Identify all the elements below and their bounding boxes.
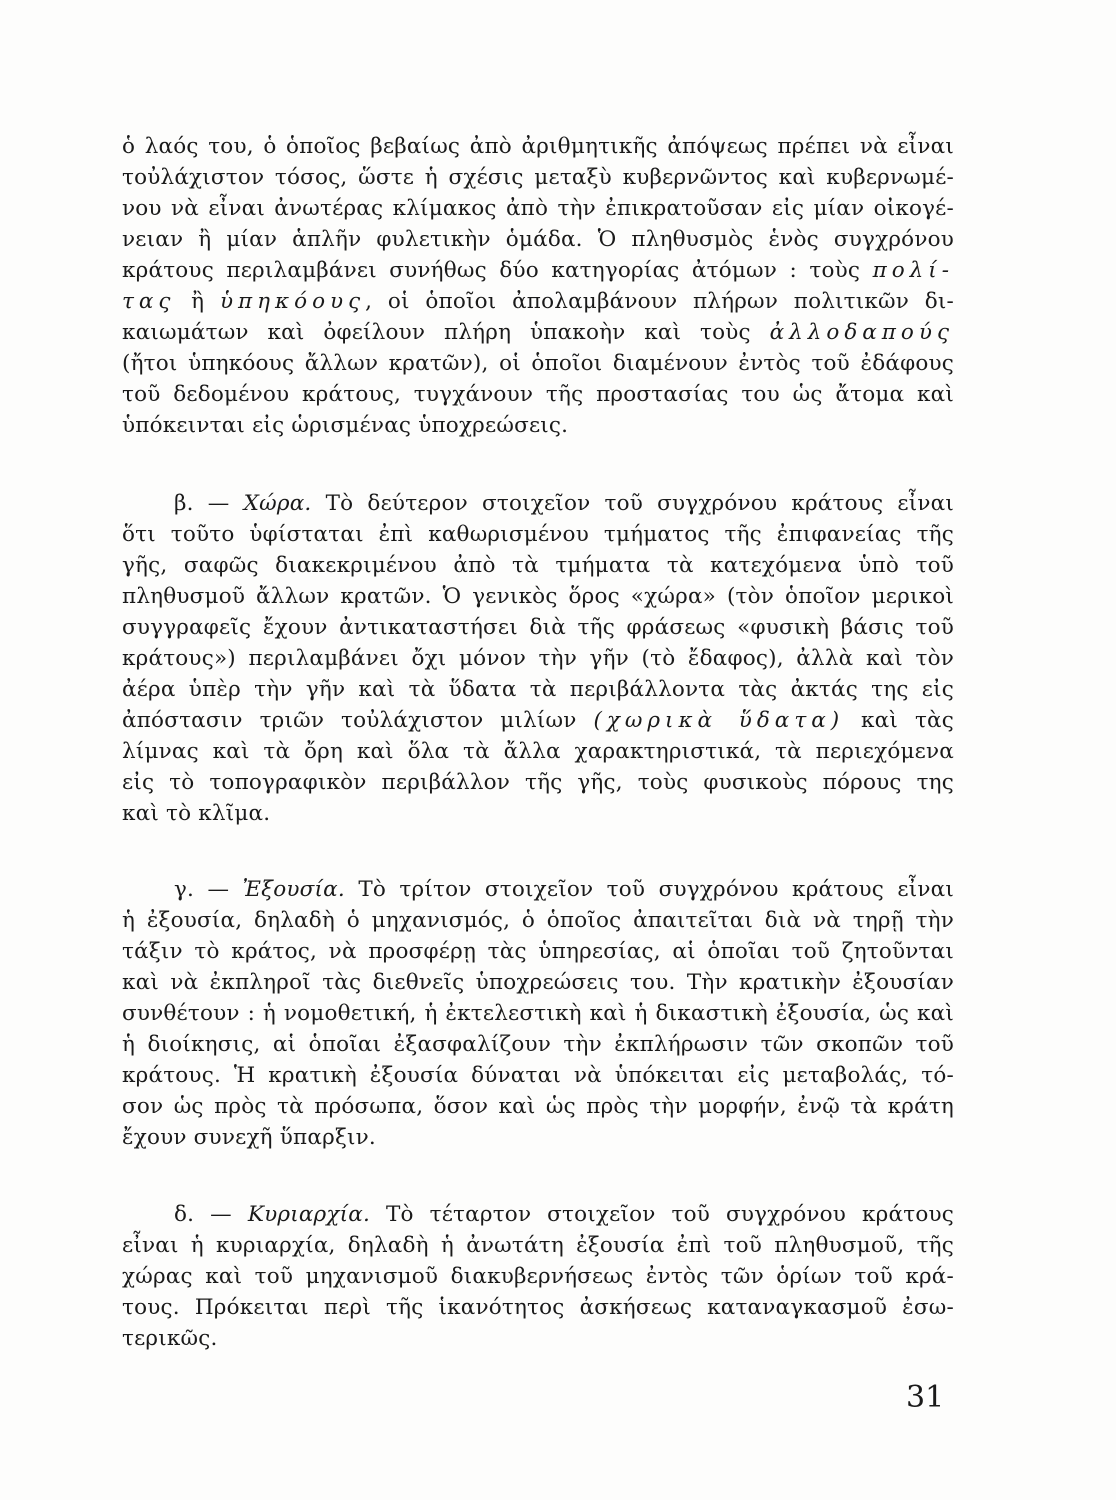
section-marker: β. — bbox=[174, 491, 230, 516]
text-line: γῆς, σαφῶς διακεκριμένου ἀπὸ τὰ τμήματα τὰ κατεχόμενα ὑπὸ τοῦ bbox=[122, 553, 954, 578]
text-line: κράτους. Ἡ κρατικὴ ἐξουσία δύναται νὰ ὑπόκειται εἰς μεταβολάς, τό- bbox=[122, 1063, 954, 1088]
text-line: νειαν ἢ μίαν ἁπλῆν φυλετικὴν ὁμάδα. Ὁ πληθυσμὸς ἑνὸς συγχρόνου bbox=[122, 227, 954, 252]
text-line: συνθέτουν : ἡ νομοθετική, ἡ ἐκτελεστικὴ καὶ ἡ δικαστικὴ ἐξουσία, ὡς καὶ bbox=[122, 1001, 954, 1026]
text-line: ἡ ἐξουσία, δηλαδὴ ὁ μηχανισμός, ὁ ὁποῖος ἀπαιτεῖται διὰ νὰ τηρῇ τὴν bbox=[122, 908, 954, 933]
paragraph-citizens bbox=[122, 131, 954, 441]
text-line bbox=[122, 286, 954, 317]
text-line: ἔχουν συνεχῆ ὕπαρξιν. bbox=[122, 1125, 376, 1150]
text-line: τοῦ δεδομένου κράτους, τυγχάνουν τῆς προστασίας του ὡς ἄτομα καὶ bbox=[122, 382, 954, 407]
text-line bbox=[122, 255, 954, 286]
text-line: ὁ λαός του, ὁ ὁποῖος βεβαίως ἀπὸ ἀριθμητικῆς ἀπόψεως πρέπει νὰ εἶναι bbox=[122, 134, 954, 159]
term-territorial-waters: (χωρικὰ ὕδατα) bbox=[593, 708, 845, 733]
text-span: καὶ τὰς bbox=[861, 708, 954, 733]
text-line: καὶ τὸ κλῖμα. bbox=[122, 801, 271, 826]
text-span: Τὸ δεύτερον στοιχεῖον τοῦ συγχρόνου κράτους εἶναι bbox=[325, 491, 954, 516]
text-span: ἀπόστασιν τριῶν τοὐλάχιστον μιλίων bbox=[122, 708, 577, 733]
text-line: σον ὡς πρὸς τὰ πρόσωπα, ὅσον καὶ ὡς πρὸς τὴν μορφήν, ἐνῷ τὰ κράτη bbox=[122, 1094, 954, 1119]
page-number: 31 bbox=[906, 1380, 945, 1415]
paragraph-authority bbox=[122, 874, 954, 1153]
text-line bbox=[122, 488, 954, 519]
section-heading: Κυριαρχία. bbox=[247, 1202, 370, 1227]
text-line: ὑπόκεινται εἰς ὡρισμένας ὑποχρεώσεις. bbox=[122, 413, 569, 438]
term-politas: πολί- bbox=[872, 258, 954, 283]
text-line: ἡ διοίκησις, αἱ ὁποῖαι ἐξασφαλίζουν τὴν ἐκπλήρωσιν τῶν σκοπῶν τοῦ bbox=[122, 1032, 954, 1057]
text-line: νου νὰ εἶναι ἀνωτέρας κλίμακος ἀπὸ τὴν ἐπικρατοῦσαν εἰς μίαν οἰκογέ- bbox=[122, 196, 954, 221]
text-line: εἶναι ἡ κυριαρχία, δηλαδὴ ἡ ἀνωτάτη ἐξουσία ἐπὶ τοῦ πληθυσμοῦ, τῆς bbox=[122, 1233, 954, 1258]
text-line bbox=[122, 874, 954, 905]
text-line bbox=[122, 705, 954, 736]
text-line: κράτους») περιλαμβάνει ὄχι μόνον τὴν γῆν (τὸ ἔδαφος), ἀλλὰ καὶ τὸν bbox=[122, 646, 954, 671]
paragraph-sovereignty bbox=[122, 1199, 954, 1354]
text-line: τάξιν τὸ κράτος, νὰ προσφέρῃ τὰς ὑπηρεσίας, αἱ ὁποῖαι τοῦ ζητοῦνται bbox=[122, 939, 954, 964]
text-line: (ἤτοι ὑπηκόους ἄλλων κρατῶν), οἱ ὁποῖοι διαμένουν ἐντὸς τοῦ ἐδάφους bbox=[122, 351, 954, 376]
text-line: ἀέρα ὑπὲρ τὴν γῆν καὶ τὰ ὕδατα τὰ περιβάλλοντα τὰς ἀκτάς της εἰς bbox=[122, 677, 954, 702]
text-span: ἢ bbox=[191, 289, 205, 314]
text-span: Τὸ τρίτον στοιχεῖον τοῦ συγχρόνου κράτους εἶναι bbox=[358, 877, 955, 902]
text-span: Τὸ τέταρτον στοιχεῖον τοῦ συγχρόνου κράτους bbox=[385, 1202, 954, 1227]
term-allodapous: ἀλλοδαπούς bbox=[769, 320, 954, 345]
section-heading: Χώρα. bbox=[243, 491, 312, 516]
text-line: τους. Πρόκειται περὶ τῆς ἱκανότητος ἀσκήσεως καταναγκασμοῦ ἐσω- bbox=[122, 1295, 954, 1320]
text-line: συγγραφεῖς ἔχουν ἀντικαταστήσει διὰ τῆς φράσεως «φυσικὴ βάσις τοῦ bbox=[122, 615, 954, 640]
text-line: πληθυσμοῦ ἄλλων κρατῶν. Ὁ γενικὸς ὅρος «χώρα» (τὸν ὁποῖον μερικοὶ bbox=[122, 584, 954, 609]
section-marker: γ. — bbox=[174, 877, 230, 902]
text-span: καιωμάτων καὶ ὀφείλουν πλήρη ὑπακοὴν καὶ τοὺς bbox=[122, 320, 751, 345]
text-line bbox=[122, 317, 954, 348]
text-span: κράτους περιλαμβάνει συνήθως δύο κατηγορίας ἀτόμων : τοὺς bbox=[122, 258, 861, 283]
section-marker: δ. — bbox=[174, 1202, 232, 1227]
paragraph-territory bbox=[122, 488, 954, 829]
text-line: εἰς τὸ τοπογραφικὸν περιβάλλον τῆς γῆς, τοὺς φυσικοὺς πόρους της bbox=[122, 770, 954, 795]
section-heading: Ἐξουσία. bbox=[242, 877, 345, 902]
text-line: ὅτι τοῦτο ὑφίσταται ἐπὶ καθωρισμένου τμήματος τῆς ἐπιφανείας τῆς bbox=[122, 522, 954, 547]
text-line: χώρας καὶ τοῦ μηχανισμοῦ διακυβερνήσεως ἐντὸς τῶν ὁρίων τοῦ κρά- bbox=[122, 1264, 954, 1289]
text-line: καὶ νὰ ἐκπληροῖ τὰς διεθνεῖς ὑποχρεώσεις του. Τὴν κρατικὴν ἐξουσίαν bbox=[122, 970, 954, 995]
text-line bbox=[122, 1199, 954, 1230]
term-politas-continued: τας bbox=[122, 289, 176, 314]
text-line: τοὐλάχιστον τόσος, ὥστε ἡ σχέσις μεταξὺ κυβερνῶντος καὶ κυβερνωμέ- bbox=[122, 165, 954, 190]
text-line: τερικῶς. bbox=[122, 1326, 218, 1351]
text-line: λίμνας καὶ τὰ ὄρη καὶ ὅλα τὰ ἄλλα χαρακτηριστικά, τὰ περιεχόμενα bbox=[122, 739, 954, 764]
text-span: , οἱ ὁποῖοι ἀπολαμβάνουν πλήρων πολιτικῶν δι- bbox=[365, 289, 954, 314]
term-ypikoous: ὑπηκόους bbox=[219, 289, 366, 314]
